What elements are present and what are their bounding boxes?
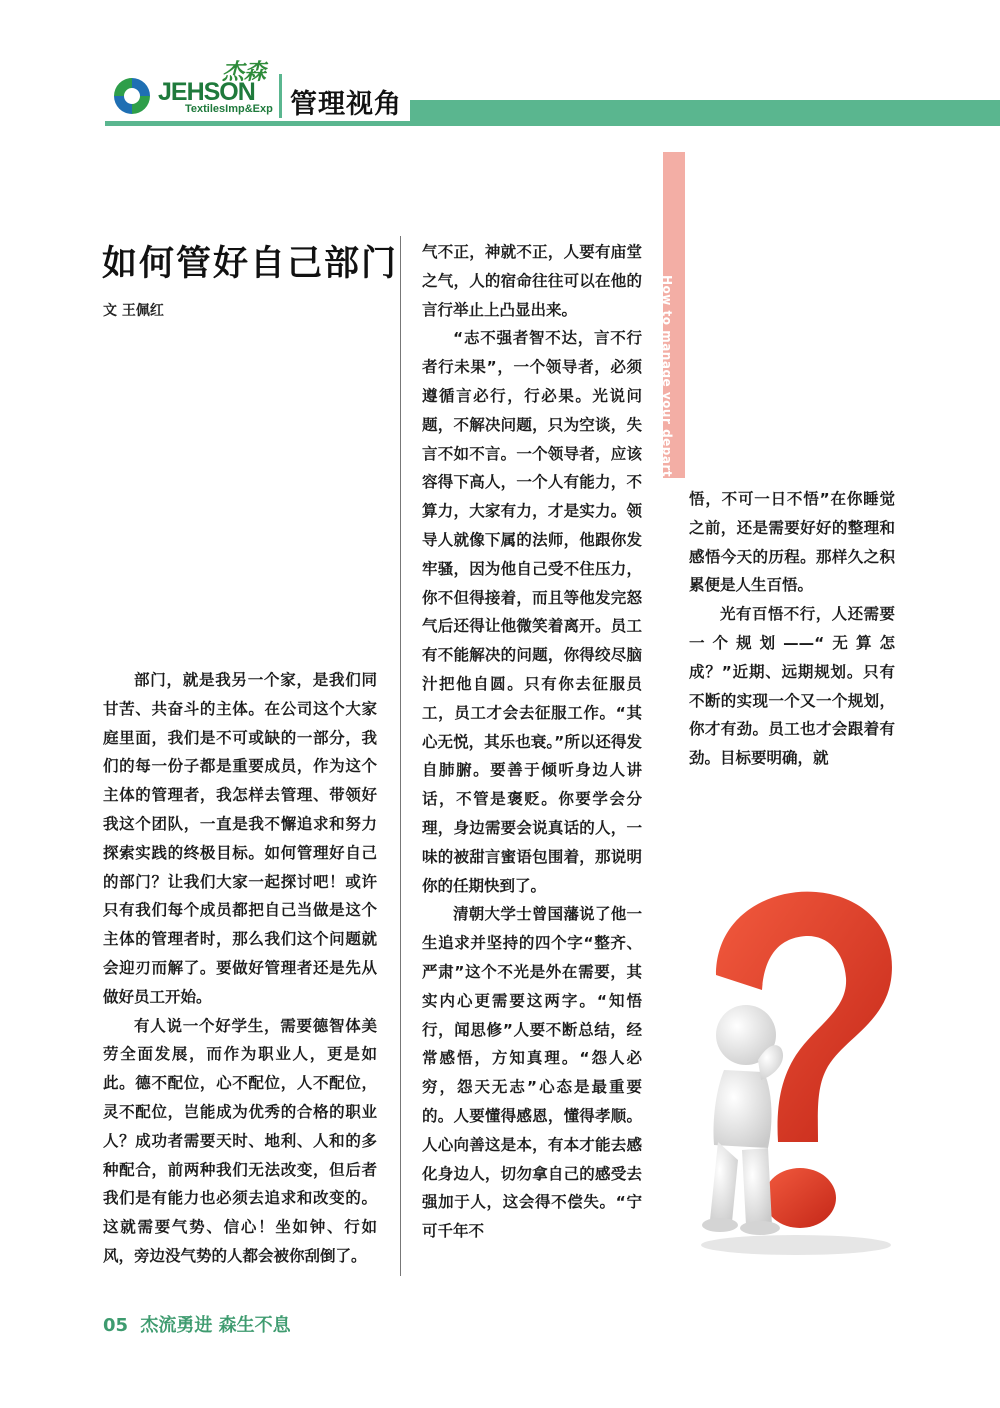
article-column-3 [689, 485, 895, 773]
paragraph: 悟，不可一日不悟”在你睡觉之前，还是需要好好的整理和感悟今天的历程。那样久之积累便是人生百悟。 [689, 490, 895, 595]
side-tab-text: How to manage your department [660, 275, 674, 515]
jehson-logo-icon [110, 74, 154, 118]
footer-slogan: 杰流勇进 森生不息 [140, 1315, 291, 1336]
paragraph: 有人说一个好学生，需要德智体美劳全面发展，而作为职业人，更是如此。德不配位，心不配位，人不配位，灵不配位，岂能成为优秀的合格的职业人？成功者需要天时、地利、人和的多种配合，前两种我们无法改变，但后者我们是有能力也必须去追求和改变的。这就需要气势、信心！坐如钟、行如风，旁边没气势的人都会被你刮倒了。 [103, 1016, 377, 1265]
page-footer [103, 1311, 291, 1337]
article-author: 文 王佩红 [103, 303, 164, 319]
header-divider [279, 74, 282, 118]
page-number: 05 [103, 1315, 129, 1336]
paragraph: 部门，就是我另一个家，是我们同甘苦、共奋斗的主体。在公司这个大家庭里面，我们是不可或缺的一部分，我们的每一份子都是重要成员，作为这个主体的管理者，我怎样去管理、带领好我这个团队，一直是我不懈追求和努力探索实践的终极目标。如何管理好自己的部门？让我们大家一起探讨吧！或许只有我们每个成员都把自己当做是这个主体的管理者时，那么我们这个问题就会迎刃而解了。要做好管理者还是先从做好员工开始。 [103, 671, 377, 1006]
article-column-2 [422, 238, 642, 1246]
header-green-bar [410, 100, 1000, 126]
paragraph: 气不正，神就不正，人要有庙堂之气，人的宿命往往可以在他的言行举止上凸显出来。 [422, 243, 642, 319]
header-rule [105, 121, 410, 126]
section-title: 管理视角 [290, 89, 402, 120]
logo-subtitle: TextilesImp&Exp [185, 103, 273, 115]
logo-name: JEHSON [158, 78, 255, 106]
logo-cn: 杰森 [222, 59, 267, 85]
column-divider [400, 236, 401, 1276]
paragraph: 清朝大学士曾国藩说了他一生追求并坚持的四个字“整齐、严肃”这个不光是外在需要，其实内心更需要这两字。“知悟行，闻思修”人要不断总结，经常感悟，方知真理。“怨人必穷，怨天无志”心态是最重要的。人要懂得感恩，懂得孝顺。人心向善这是本，有本才能去感化身边人，切勿拿自己的感受去强加于人，这会得不偿失。“宁可千年不 [422, 905, 642, 1241]
article-title: 如何管好自己部门 [102, 243, 399, 284]
article-column-1 [103, 666, 377, 1271]
paragraph: “志不强者智不达，言不行者行未果”，一个领导者，必须遵循言必行，行必果。光说问题，不解决问题，只为空谈，失言不如不言。一个领导者，应该容得下高人，一个人有能力，不算力，大家有力，才是实力。领导人就像下属的法师，他跟你发牢骚，因为他自己受不住压力，你不但得接着，而且等他发完怒气后还得让他微笑着离开。员工有不能解决的问题，你得绞尽脑汁把他自圆。只有你去征服员工，员工才会去征服工作。“其心无悦，其乐也衰。”所以还得发自肺腑。要善于倾听身边人讲话，不管是褒贬。你要学会分理，身边需要会说真话的人，一味的被甜言蜜语包围着，那说明你的任期快到了。 [422, 329, 642, 895]
paragraph: 光有百悟不行，人还需要一个规划——“无算怎成？”近期、远期规划。只有不断的实现一个又一个规划，你才有劲。员工也才会跟着有劲。目标要明确，就 [689, 605, 895, 768]
question-mark-figure-icon [676, 880, 906, 1260]
